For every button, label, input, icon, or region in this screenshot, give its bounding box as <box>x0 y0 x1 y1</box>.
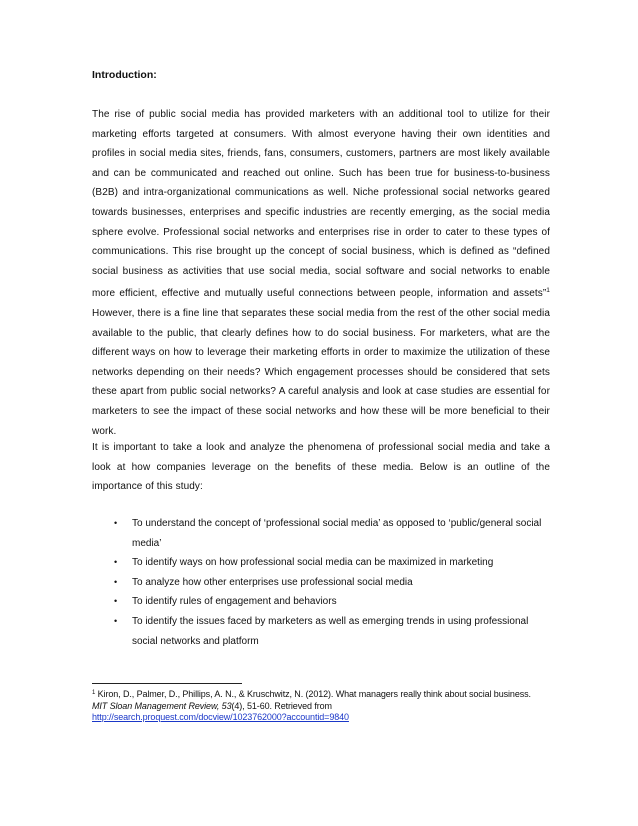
list-item-text: To identify the issues faced by marketers as well as emerging trends in using professional social networks and platform <box>132 615 529 647</box>
footnote-link[interactable]: http://search.proquest.com/docview/1023762000?accountid=9840 <box>92 712 349 722</box>
list-item <box>92 553 550 573</box>
list-item <box>92 612 550 651</box>
intro-paragraph <box>92 105 550 441</box>
list-item-text: To identify ways on how professional social media can be maximized in marketing <box>132 557 494 569</box>
section-heading: Introduction: <box>92 69 157 81</box>
list-item-text: To identify rules of engagement and behaviors <box>132 596 337 608</box>
list-item <box>92 573 550 593</box>
list-item-text: To analyze how other enterprises use professional social media <box>132 576 413 588</box>
footnote-number: 1 <box>92 690 96 696</box>
footnote-journal: MIT Sloan Management Review, 53 <box>92 700 232 711</box>
footnote-authors: Kiron, D., Palmer, D., Phillips, A. N., & Kruschwitz, N. (2012). What managers really think about social business. <box>95 689 531 699</box>
study-paragraph: It is important to take a look and analyze the phenomena of professional social media and take a look at how companies leverage on the benefits of these media. Below is an outline of the importance of this study: <box>92 442 550 493</box>
study-objectives-list <box>92 514 550 651</box>
footnote <box>92 688 542 724</box>
intro-paragraph-text-continued: However, there is a fine line that separates these social media from the rest of the other social media available to the public, that clearly defines how to do social business. For marketers, what are the different ways on how to leverage their marketing efforts in order to maximize the utilization of these networks depending on their needs? Which engagement processes should be considered that sets these apart from public social networks? A careful analysis and look at case studies are essential for marketers to see the impact of these social networks and how these will be more beneficial to their work. <box>92 307 550 437</box>
bullet-icon: • <box>114 518 118 528</box>
bullet-icon: • <box>114 615 118 626</box>
bullet-icon: • <box>114 596 118 607</box>
footnote-divider <box>92 683 242 684</box>
intro-paragraph-text: The rise of public social media has provided marketers with an additional tool to utilize for their marketing efforts targeted at consumers. With almost everyone having their own identities and profiles in social media sites, friends, fans, consumers, customers, partners are most likely available and can be communicated and reached out online. Such has been true for business-to-business (B2B) and intra-organizational communications as well. Niche professional social networks geared towards businesses, enterprises and specific industries are recently emerging, as the social media sphere evolve. Professional social networks and enterprises rise in order to cater to these types of communications. This rise brought up the concept of social business, which is defined as “defined social business as activities that use social media, social software and social networks to enable more efficient, effective and mutually useful connections between people, information and assets” <box>92 109 550 300</box>
list-item-text: To understand the concept of ‘professional social media’ as opposed to ‘public/general social media’ <box>132 518 542 549</box>
bullet-icon: • <box>114 576 118 587</box>
list-item <box>92 514 550 553</box>
footnote-issue-pages: (4), 51-60. Retrieved from <box>231 700 332 711</box>
list-item <box>92 592 550 612</box>
bullet-icon: • <box>114 557 118 568</box>
footnote-reference[interactable]: 1 <box>546 287 550 295</box>
